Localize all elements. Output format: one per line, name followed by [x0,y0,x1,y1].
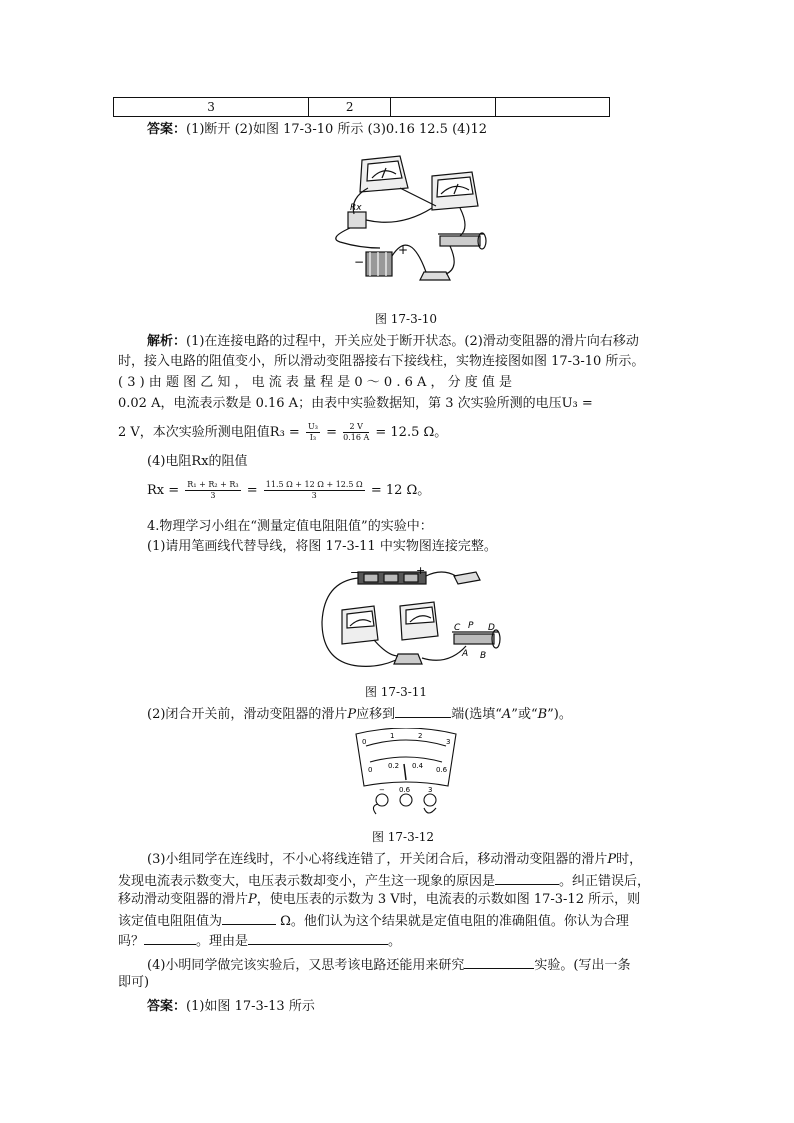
scale-top-2: 2 [418,732,423,740]
question-text: ，使电压表的示数为 3 V时，电流表的示数如图 17-3-12 所示，则 [256,892,641,907]
answer-blank[interactable] [495,870,559,885]
question-text: (4)小明同学做完该实验后，又思考该电路还能用来研究 [147,958,465,973]
ammeter-figure-17-3-12 [352,728,460,824]
question-text: (2)闭合开关前，滑动变阻器的滑片 [147,707,348,722]
italic-var: P [347,707,357,722]
question-text: 。纠正错误后， [559,874,651,889]
analysis-line-2: 时，接入电路的阻值变小，所以滑动变阻器接右下接线柱，实物连接图如图 17-3-10 所示。 [118,354,645,369]
answer-blank[interactable] [248,930,388,945]
question-4-part-1: (1)请用笔画线代替导线，将图 17-3-11 中实物图连接完整。 [147,539,497,554]
scale-bottom-1: 0.2 [388,762,400,770]
analysis-line-6: (4)电阻Rx的阻值 [147,454,248,469]
scale-top-0: 0 [362,738,367,746]
question-text: 。 [388,934,402,949]
fraction [343,422,369,443]
terminal-3: 3 [428,786,433,794]
answer-text: (1)如图 17-3-13 所示 [186,999,315,1014]
minus-sign: − [354,255,365,269]
analysis-text: (1)在连接电路的过程中，开关应处于断开状态。(2)滑动变阻器的滑片向右移动 [186,334,639,349]
question-text: ”或“ [511,707,538,722]
formula-text: 2 V，本次实验所测电阻值R₃ = [118,425,300,440]
rheostat-label-a: A [462,649,469,659]
scale-top-1: 1 [390,732,395,740]
table-cell [496,98,610,117]
figure-caption: 图 17-3-12 [371,830,435,844]
analysis-label: 解析： [147,334,187,349]
analysis-line-7 [147,478,707,504]
table-cell: 2 [309,98,391,117]
question-4-part-3-line-4 [118,910,678,932]
denominator: 3 [210,491,216,500]
fraction [264,480,365,501]
circuit-figure-17-3-11 [318,562,518,680]
plus-sign: + [398,243,409,257]
question-text: 时， [616,852,643,867]
question-4-part-3-line-1 [147,850,707,870]
question-text: ”)。 [547,707,572,722]
answer-label: 答案： [147,122,187,137]
numerator: U₃ [307,422,318,431]
fraction [306,422,320,443]
question-text: 发现电流表示数变大，电压表示数却变小，产生这一现象的原因是 [118,874,496,889]
italic-var: A [501,707,512,722]
formula-text: = 12 Ω。 [370,483,431,498]
answer-blank[interactable] [144,930,196,945]
plus-sign: + [416,564,426,577]
italic-var: B [537,707,548,722]
answer-text: (1)断开 (2)如图 17-3-10 所示 (3)0.16 12.5 (4)12 [186,122,488,137]
scale-bottom-2: 0.4 [412,762,424,770]
formula-text: Rx = [147,483,180,498]
analysis-line-3: ( 3 ) 由 题 图 乙 知 ， 电 流 表 量 程 是 0 ～ 0 . 6 A ， 分 度 值 是 [118,375,513,390]
minus-sign: − [350,566,360,579]
italic-var: P [248,892,257,907]
question-4-title: 4.物理学习小组在“测量定值电阻阻值”的实验中： [147,519,433,534]
answer-blank[interactable] [464,954,534,969]
italic-var: P [607,852,617,867]
circuit-figure-17-3-10 [320,148,495,298]
answer-2 [147,997,707,1017]
equals: = [326,425,337,440]
rheostat-label-d: D [488,623,495,633]
terminal-minus: − [379,786,385,794]
question-text: 吗？ [118,934,145,949]
question-text: 。理由是 [196,934,249,949]
rheostat-label-c: C [454,623,461,633]
question-text: 应移到 [356,707,396,722]
question-text: 实验。(写出一条 [534,958,631,973]
question-4-part-2 [147,703,707,725]
answer-label: 答案： [147,999,187,1014]
denominator: 0.16 A [343,433,370,442]
scale-top-3: 3 [446,738,451,746]
numerator: 11.5 Ω + 12 Ω + 12.5 Ω [265,480,363,489]
denominator: 3 [311,491,317,500]
numerator: R₁ + R₂ + R₃ [187,480,239,489]
figure-caption: 图 17-3-10 [374,312,438,326]
terminal-0-6: 0.6 [399,786,411,794]
question-4-part-3-line-3 [118,890,678,910]
question-text: Ω。他们认为这个结果就是定值电阻的准确阻值。你认为合理 [276,914,629,929]
question-text: 端(选填“ [451,707,502,722]
scale-bottom-3: 0.6 [436,766,448,774]
answer-blank[interactable] [395,703,451,718]
question-4-part-3-line-5 [118,930,678,952]
question-text: 该定值电阻阻值为 [118,914,223,929]
figure-caption: 图 17-3-11 [364,685,428,699]
table-cell [391,98,496,117]
answer-blank[interactable] [222,910,276,925]
data-table [113,97,610,117]
analysis-line-5 [118,420,678,446]
question-4-part-4-line-2: 即可) [118,975,150,990]
table-row [114,98,610,117]
analysis-line-1 [147,332,707,352]
numerator: 2 V [343,422,369,433]
question-text: 移动滑动变阻器的滑片 [118,892,249,907]
answer-1 [147,120,707,140]
analysis-line-4: 0.02 A，电流表示数是 0.16 A；由表中实验数据知，第 3 次实验所测的电压U₃ = [118,396,593,411]
rheostat-label-p: P [468,621,474,631]
question-text: (3)小组同学在连线时，不小心将线连错了，开关闭合后，移动滑动变阻器的滑片 [147,852,608,867]
fraction [185,480,240,501]
equals: = [246,483,258,498]
table-cell: 3 [114,98,309,117]
rheostat-label-b: B [480,651,487,661]
scale-bottom-0: 0 [368,766,373,774]
formula-text: = 12.5 Ω。 [375,425,448,440]
question-4-part-3-line-2 [118,870,678,892]
denominator: I₃ [309,433,317,442]
rx-label: Rx [350,203,362,213]
